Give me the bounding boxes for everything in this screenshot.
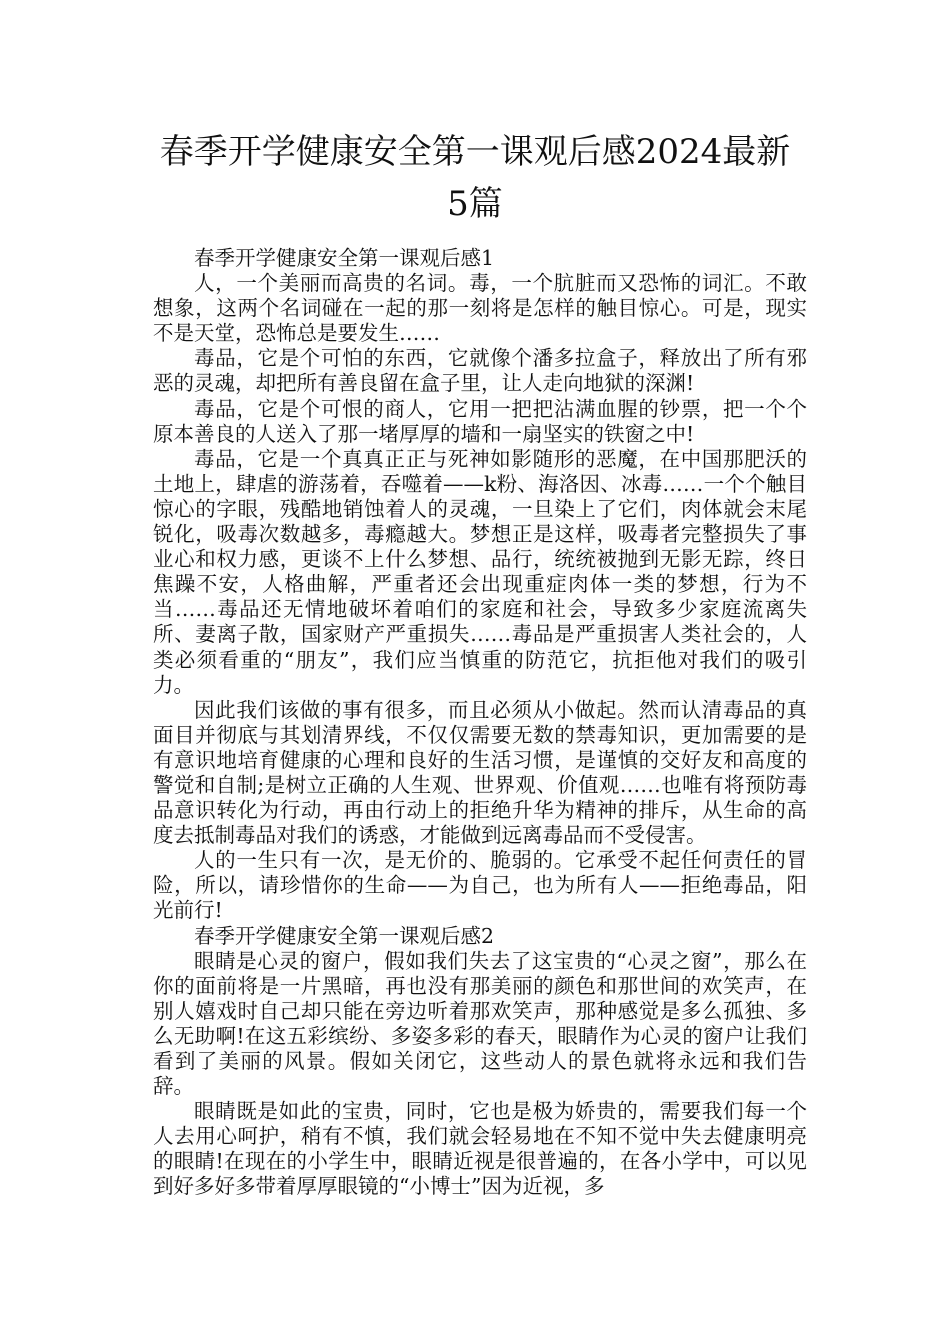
paragraph: 毒品，它是一个真真正正与死神如影随形的恶魔，在中国那肥沃的土地上，肆虐的游荡着，吞噬着——k粉、海洛因、冰毒……一个个触目惊心的字眼，残酷地销蚀着人的灵魂，一旦染上了它们，肉体就会末尾锐化，吸毒次数越多，毒瘾越大。梦想正是这样，吸毒者完整损失了事业心和权力感，更谈不上什么梦想、品行，统统被抛到无影无踪，终日焦躁不安，人格曲解，严重者还会出现重症肉体一类的梦想，行为不当……毒品还无情地破坏着咱们的家庭和社会，导致多少家庭流离失所、妻离子散，国家财产严重损失……毒品是严重损害人类社会的，人类必须看重的“朋友”，我们应当慎重的防范它，抗拒他对我们的吸引力。 (153, 446, 807, 697)
document-body (153, 246, 807, 1200)
title-line-1: 春季开学健康安全第一课观后感2024最新 (159, 132, 791, 172)
paragraph: 毒品，它是个可恨的商人，它用一把把沾满血腥的钞票，把一个个原本善良的人送入了那一堵厚厚的墙和一扇坚实的铁窗之中! (153, 396, 807, 446)
paragraph: 人的一生只有一次，是无价的、脆弱的。它承受不起任何责任的冒险，所以，请珍惜你的生命——为自己，也为所有人——拒绝毒品，阳光前行! (153, 848, 807, 923)
section-heading-2: 春季开学健康安全第一课观后感2 (194, 923, 495, 948)
paragraph: 眼睛是心灵的窗户，假如我们失去了这宝贵的“心灵之窗”，那么在你的面前将是一片黑暗，再也没有那美丽的颜色和那世间的欢笑声，在别人嬉戏时自己却只能在旁边听着那欢笑声，那种感觉是多么孤独、多么无助啊!在这五彩缤纷、多姿多彩的春天，眼睛作为心灵的窗户让我们看到了美丽的风景。假如关闭它，这些动人的景色就将永远和我们告辞。 (153, 948, 807, 1099)
paragraph: 眼睛既是如此的宝贵，同时，它也是极为娇贵的，需要我们每一个人去用心呵护，稍有不慎，我们就会轻易地在不知不觉中失去健康明亮的眼睛!在现在的小学生中，眼睛近视是很普遍的，在各小学中，可以见到好多好多带着厚厚眼镜的“小博士”因为近视，多 (153, 1099, 807, 1199)
title-line-2: 5篇 (447, 184, 503, 224)
paragraph: 因此我们该做的事有很多，而且必须从小做起。然而认清毒品的真面目并彻底与其划清界线，不仅仅需要无数的禁毒知识，更加需要的是有意识地培育健康的心理和良好的生活习惯，是谨慎的交好友和高度的警觉和自制;是树立正确的人生观、世界观、价值观……也唯有将预防毒品意识转化为行动，再由行动上的拒绝升华为精神的排斥，从生命的高度去抵制毒品对我们的诱惑，才能做到远离毒品而不受侵害。 (153, 697, 807, 848)
document-title (100, 126, 850, 230)
section-heading-1: 春季开学健康安全第一课观后感1 (194, 246, 495, 270)
paragraph: 人，一个美丽而高贵的名词。毒，一个肮脏而又恐怖的词汇。不敢想象，这两个名词碰在一起的那一刻将是怎样的触目惊心。可是，现实不是天堂，恐怖总是要发生…… (153, 271, 807, 346)
paragraph: 毒品，它是个可怕的东西，它就像个潘多拉盒子，释放出了所有邪恶的灵魂，却把所有善良留在盒子里，让人走向地狱的深渊! (153, 346, 807, 396)
